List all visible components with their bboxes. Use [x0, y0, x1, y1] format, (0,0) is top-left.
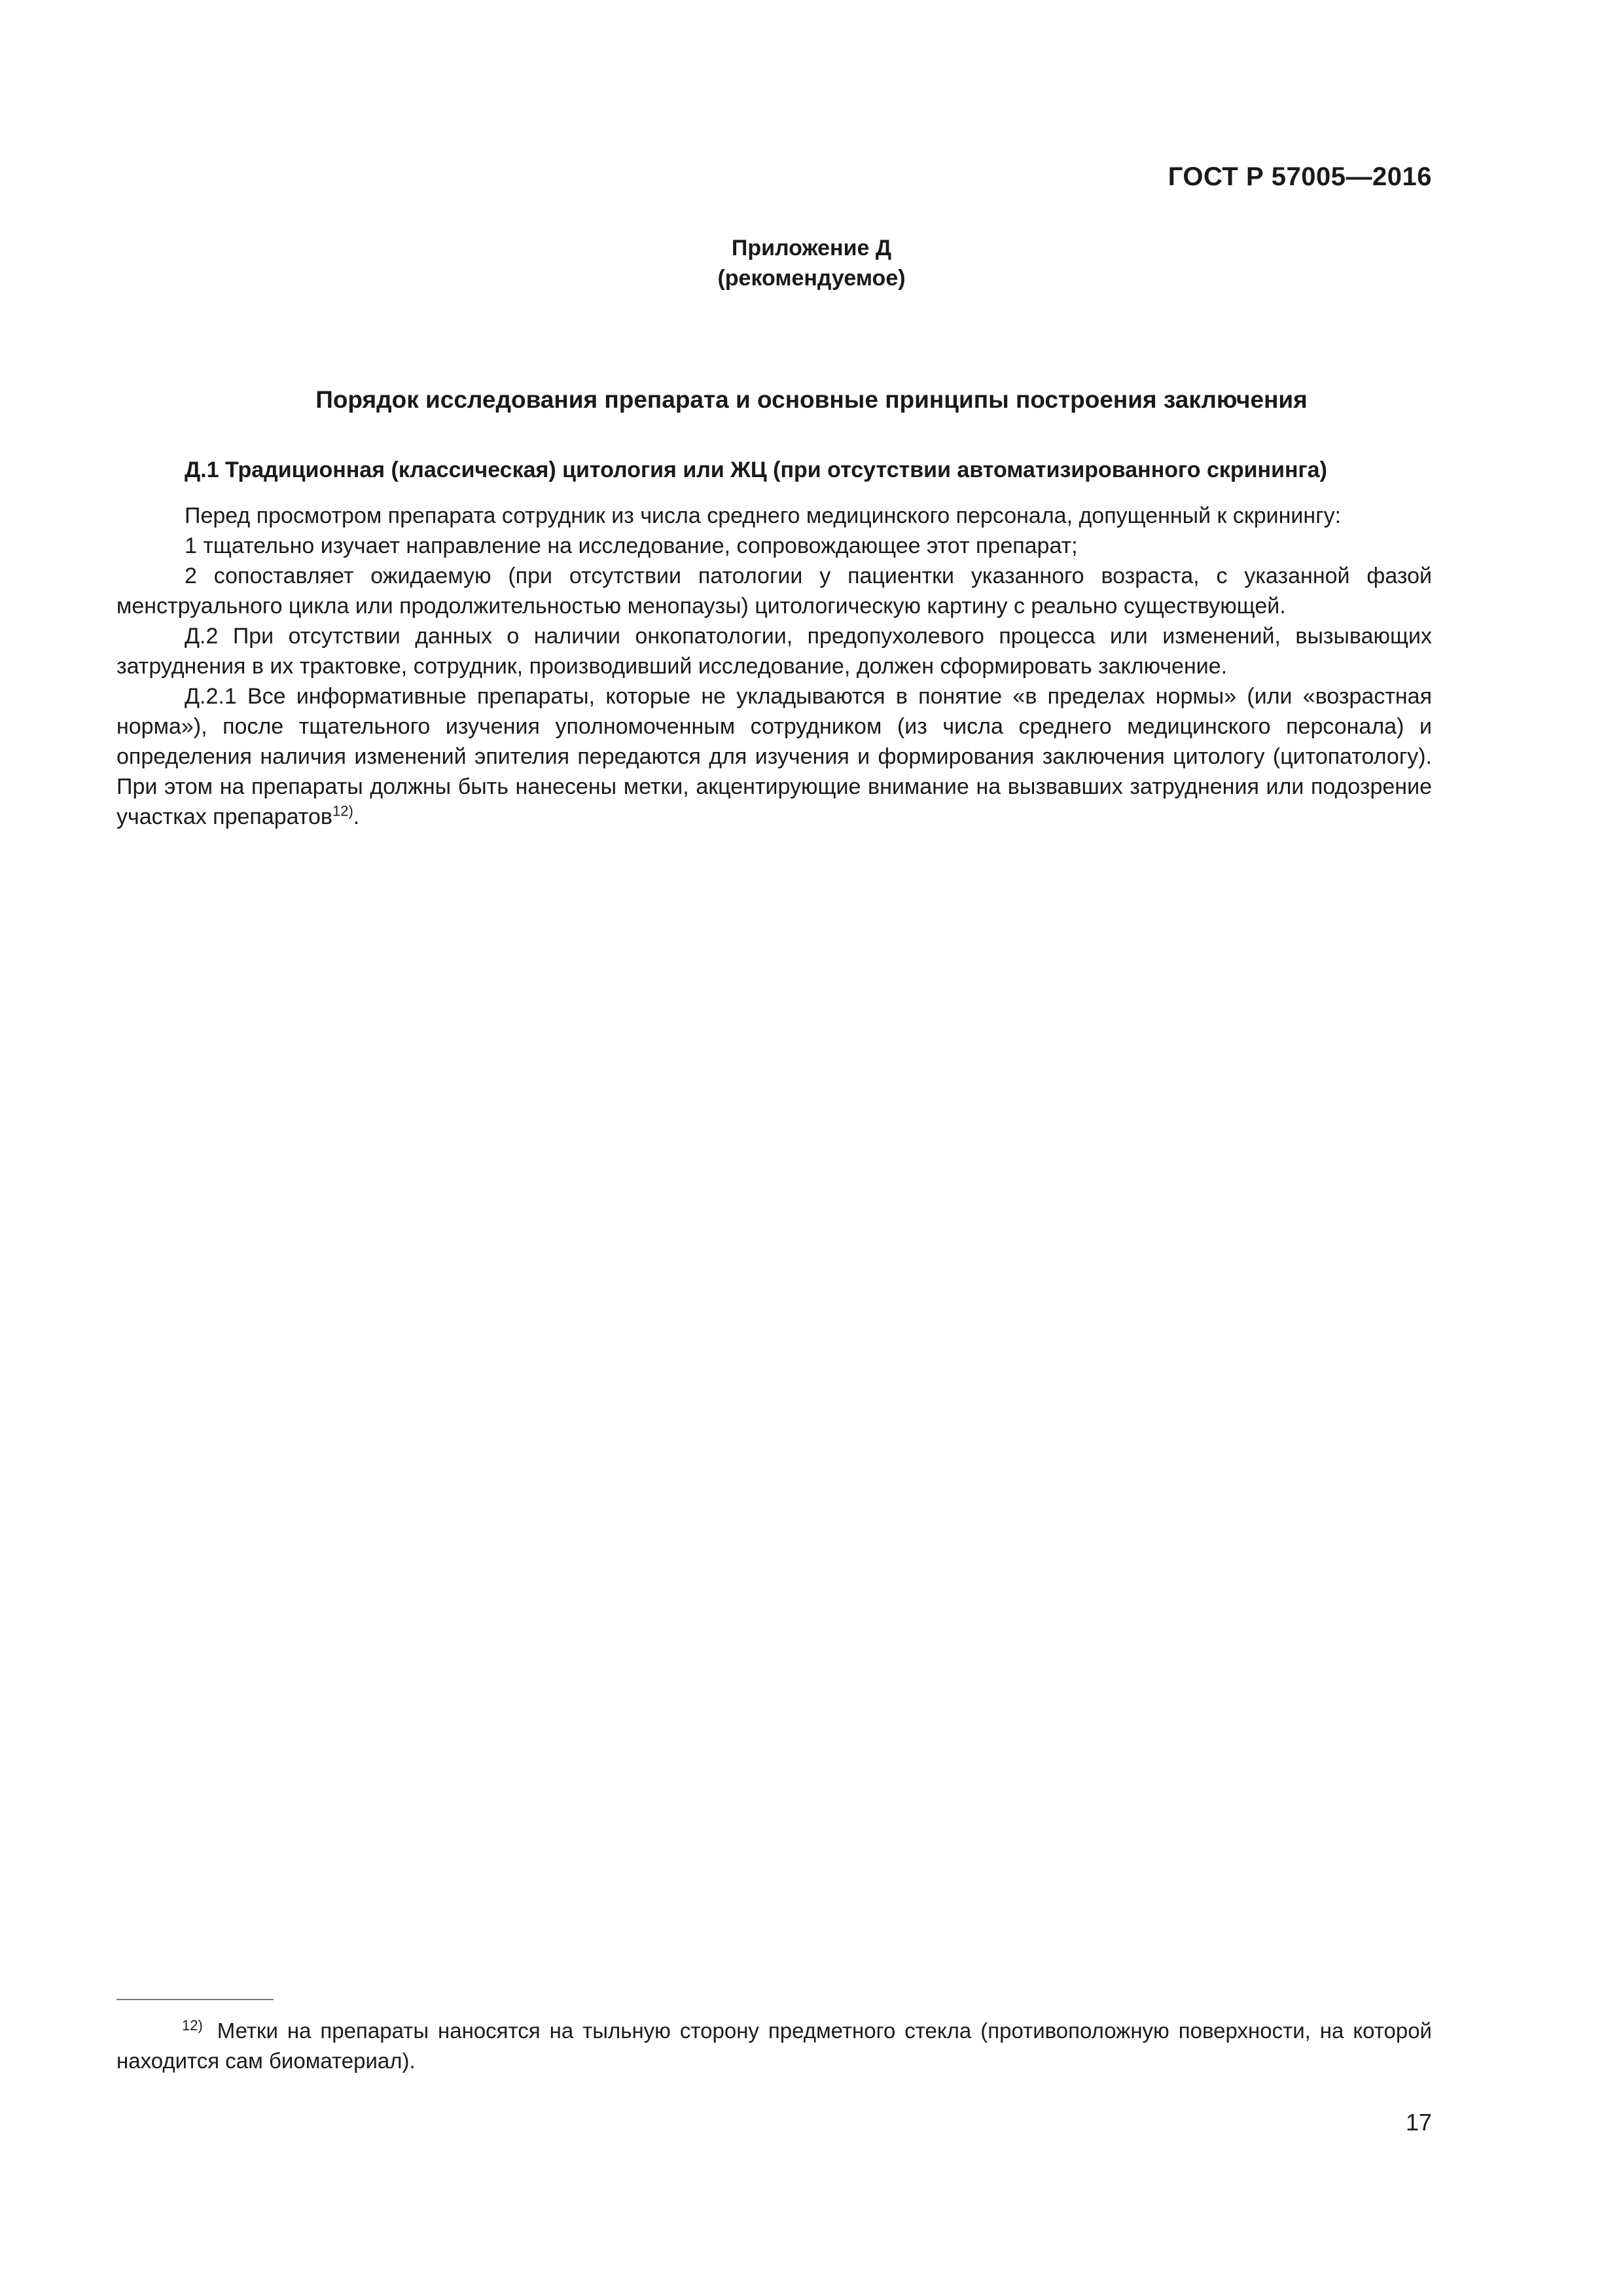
paragraph-d2-1-text: Д.2.1 Все информативные препараты, которые не укладываются в понятие «в пределах нормы» (или «возрастная норма»), после тщательного изучения уполномоченным сотрудником (из числа среднего медицинского персонала) и определения наличия изменений эпителия передаются для изучения и формирования заключения цитологу (цитопатологу). При этом на препараты должны быть нанесены метки, акцентирующие внимание на вызвавших затруднения или подозрение участках препаратов — [116, 684, 1432, 829]
appendix-label: Приложение Д — [731, 236, 892, 260]
appendix-heading — [0, 233, 1623, 293]
document-code: ГОСТ Р 57005—2016 — [1168, 162, 1432, 191]
footnote-paragraph — [116, 2016, 1432, 2076]
footnote-text: Метки на препараты наносятся на тыльную сторону предметного стекла (противоположную поверхности, на которой находится сам биоматериал). — [116, 2018, 1432, 2073]
footnote-reference[interactable]: 12) — [332, 802, 353, 819]
paragraph-item-1: 1 тщательно изучает направление на исследование, сопровождающее этот препарат; — [185, 533, 1078, 558]
footnote-divider — [116, 1999, 274, 2000]
appendix-title: Порядок исследования препарата и основные принципы построения заключения — [315, 386, 1308, 413]
paragraph-d2-1 — [116, 681, 1432, 832]
footnote — [116, 2016, 1432, 2076]
appendix-status: (рекомендуемое) — [717, 266, 906, 291]
footnote-mark: 12) — [182, 2017, 203, 2034]
paragraph-intro: Перед просмотром препарата сотрудник из числа среднего медицинского персонала, допущенный к скринингу: — [185, 503, 1342, 528]
paragraph-d2-1-end: . — [353, 804, 360, 829]
main-content — [116, 455, 1432, 832]
paragraph-item-2: 2 сопоставляет ожидаемую (при отсутствии патологии у пациентки указанного возраста, с указанной фазой менструального цикла или продолжительностью менопаузы) цитологическую картину с реально существующей. — [116, 564, 1432, 619]
page-number: 17 — [1405, 2109, 1432, 2136]
paragraph-d2: Д.2 При отсутствии данных о наличии онкопатологии, предопухолевого процесса или изменений, вызывающих затруднения в их трактовке, сотрудник, производивший исследование, должен сформировать заключение. — [116, 624, 1432, 679]
section-heading: Д.1 Традиционная (классическая) цитология или ЖЦ (при отсутствии автоматизированного скрининга) — [185, 457, 1327, 482]
